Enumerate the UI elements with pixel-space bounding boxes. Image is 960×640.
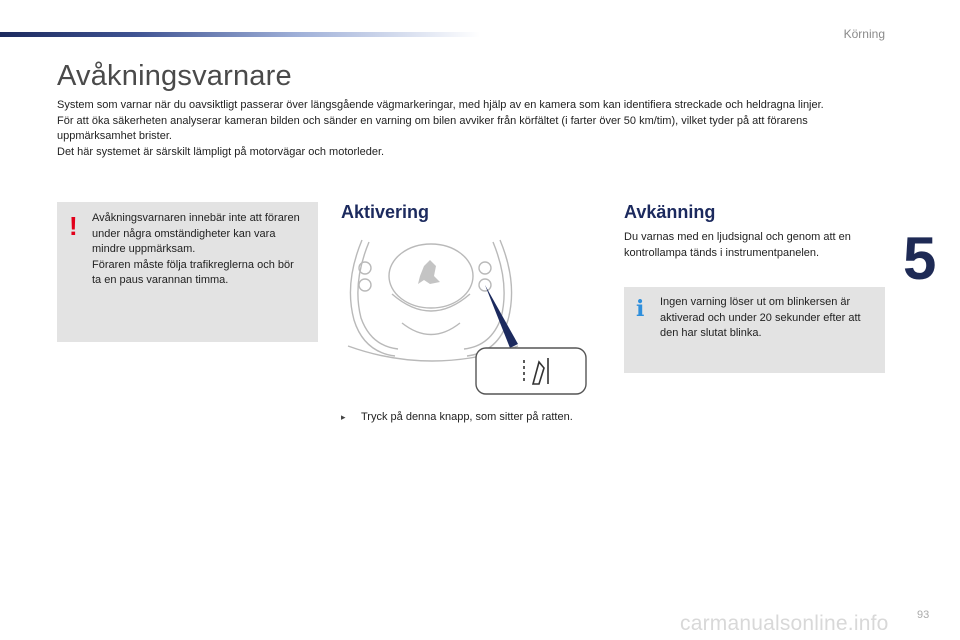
warning-icon: !	[69, 211, 78, 241]
header-accent-bar	[0, 32, 480, 37]
section-label: Körning	[843, 27, 885, 41]
detection-text: Du varnas med en ljudsignal och genom att en kontrollampa tänds i instrumentpanelen.	[624, 231, 851, 259]
warning-line: Föraren måste följa trafikreglerna och bör ta en paus varannan timma.	[92, 258, 294, 287]
instruction-text: Tryck på denna knapp, som sitter på ratten.	[361, 411, 573, 423]
pointer-line	[485, 285, 518, 348]
intro-text	[57, 98, 857, 160]
intro-paragraph: Det här systemet är särskilt lämpligt på motorvägar och motorleder.	[57, 145, 385, 158]
steering-wheel-illustration	[340, 228, 595, 400]
activation-heading: Aktivering	[341, 202, 430, 222]
info-icon: i	[636, 296, 645, 322]
warning-line: Avåkningsvarnaren innebär inte att föraren under några omständigheter kan vara mindre uppmärksam.	[92, 212, 300, 256]
intro-paragraph: För att öka säkerheten analyserar kameran bilden och sänder en varning om bilen avviker från körfältet (i farter över 50 km/tim), vilket tyder på att förarens uppmärksamhet brister.	[57, 114, 808, 143]
info-box	[624, 287, 885, 373]
activation-instruction	[341, 411, 573, 423]
info-text: Ingen varning löser ut om blinkersen är aktiverad och under 20 sekunder efter att den har slutat blinka.	[660, 296, 861, 340]
peugeot-logo-icon	[418, 260, 440, 284]
warning-box	[57, 202, 318, 342]
watermark: carmanualsonline.info	[680, 612, 889, 635]
lane-keep-button	[476, 348, 586, 394]
intro-paragraph: System som varnar när du oavsiktligt passerar över längsgående vägmarkeringar, med hjälp av en kamera som kan identifiera streckade och heldragna linjer.	[57, 99, 824, 111]
warning-text	[92, 211, 302, 289]
page-number: 93	[917, 609, 930, 621]
detection-heading: Avkänning	[624, 202, 716, 222]
step-arrow-icon: ▸	[341, 412, 346, 422]
chapter-number: 5	[903, 225, 937, 292]
page-title: Avåkningsvarnare	[57, 60, 292, 92]
